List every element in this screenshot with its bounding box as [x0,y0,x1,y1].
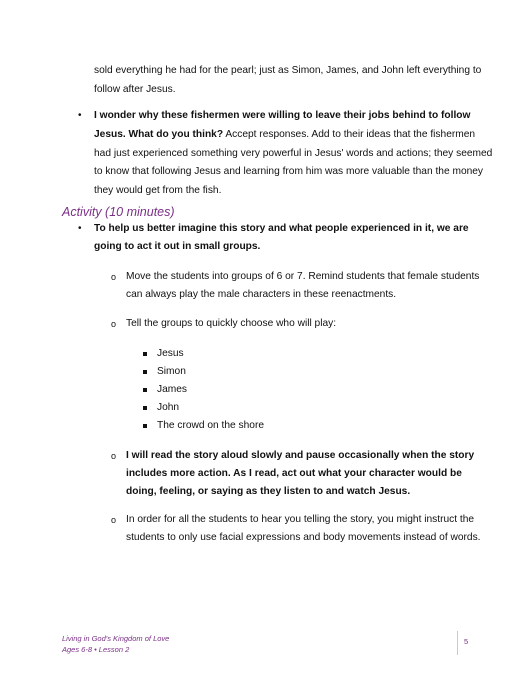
circle-bullet: o [111,451,117,461]
footer-title: Living in God's Kingdom of Love [62,634,170,643]
wonder-response-text: Accept responses. Add to their ideas that the fishermen [223,129,476,140]
square-bullet [143,424,147,428]
read-line-2: includes more action. As I read, act out what your character would be [126,468,462,479]
groups-line-1: Move the students into groups of 6 or 7. Remind students that female students [126,271,480,282]
role-item: The crowd on the shore [157,420,265,431]
bullet-dot: • [78,110,82,121]
activity-heading: Activity (10 minutes) [62,205,175,219]
circle-bullet: o [111,272,117,282]
footer-divider [457,631,458,655]
read-line-1: I will read the story aloud slowly and pause occasionally when the story [126,450,475,461]
square-bullet [143,370,147,374]
activity-line-1: To help us better imagine this story and what people experienced in it, we are [94,223,469,234]
wonder-question-bold: Jesus. What do you think? [94,129,224,140]
role-item: John [157,402,180,413]
role-item: James [157,384,188,395]
choose-text: Tell the groups to quickly choose who will play: [126,318,337,329]
circle-bullet: o [111,515,117,525]
square-bullet [143,352,147,356]
continuation-line-1: sold everything he had for the pearl; just as Simon, James, and John left everything to [94,65,482,76]
page-number: 5 [464,637,469,646]
continuation-line-2: follow after Jesus. [94,84,176,95]
footer-subtitle: Ages 6-8 • Lesson 2 [62,645,130,654]
square-bullet [143,406,147,410]
wonder-question-line-1: I wonder why these fishermen were willing to leave their jobs behind to follow [94,110,471,121]
role-item: Simon [157,366,186,377]
role-item: Jesus [157,348,184,359]
order-line-1: In order for all the students to hear you telling the story, you might instruct the [126,514,475,525]
read-line-3: doing, feeling, or saying as they listen to and watch Jesus. [126,486,411,497]
wonder-line-5: they would get from the fish. [94,185,222,196]
wonder-line-4: to know that following Jesus and learning from him was more valuable than the money [94,166,484,177]
square-bullet [143,388,147,392]
bullet-dot: • [78,223,82,234]
wonder-line-3: had just experienced something very powerful in Jesus' words and actions; they seemed [94,148,493,159]
wonder-question-line-2 [94,126,475,145]
activity-line-2: going to act it out in small groups. [94,241,261,252]
groups-line-2: can always play the male characters in these reenactments. [126,289,397,300]
order-line-2: students to only use facial expressions and body movements instead of words. [126,532,481,543]
circle-bullet: o [111,319,117,329]
